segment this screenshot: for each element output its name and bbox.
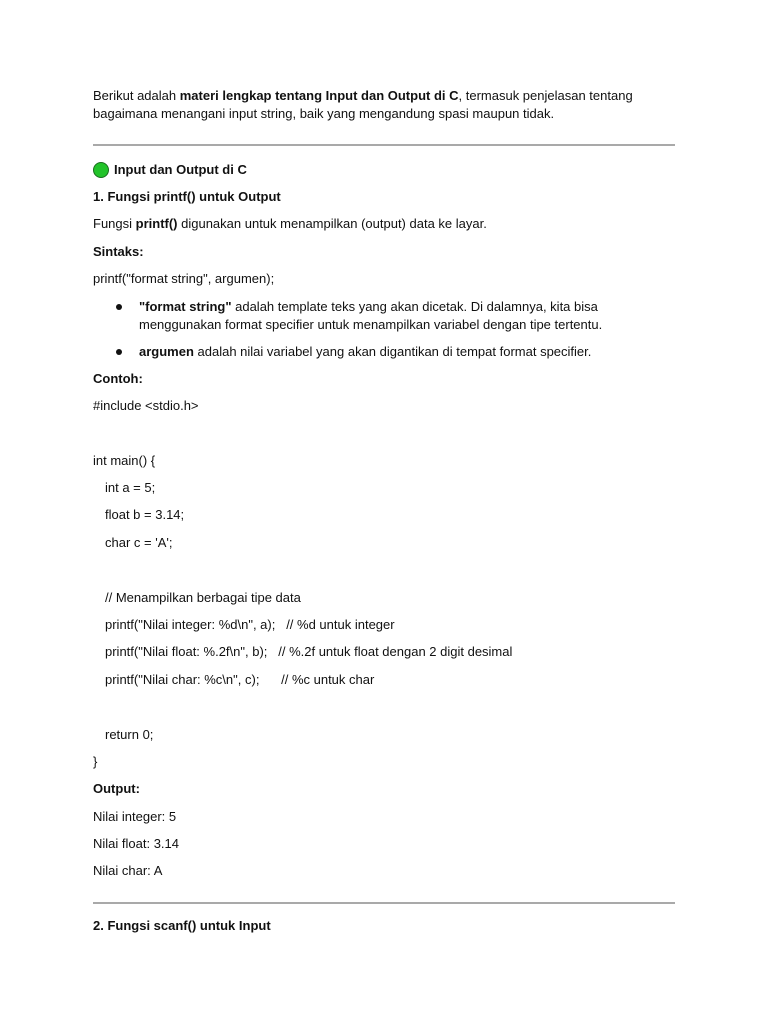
code-line-char: char c = 'A';: [105, 535, 173, 550]
contoh-label: Contoh:: [93, 371, 143, 386]
code-line-main-open: int main() {: [93, 453, 156, 468]
printf-desc-suffix: digunakan untuk menampilkan (output) data ke layar.: [177, 216, 487, 231]
output-label: Output:: [93, 781, 140, 796]
scanf-heading: 2. Fungsi scanf() untuk Input: [93, 918, 271, 933]
divider: [93, 902, 675, 904]
code-line-include: #include <stdio.h>: [93, 398, 199, 413]
code-line-comment: // Menampilkan berbagai tipe data: [105, 590, 301, 605]
code-line-int: int a = 5;: [105, 480, 156, 495]
code-line-return: return 0;: [105, 727, 154, 742]
intro-paragraph: [93, 87, 683, 123]
bullet-dot: [116, 349, 122, 355]
section-title: [93, 161, 247, 179]
code-line-main-close: }: [93, 754, 98, 769]
code-line-printf-char: printf("Nilai char: %c\n", c); // %c untuk char: [105, 672, 375, 687]
printf-desc-bold: printf(): [135, 216, 178, 231]
sintaks-label: Sintaks:: [93, 244, 144, 259]
code-line-float: float b = 3.14;: [105, 507, 185, 522]
green-circle-icon: [93, 162, 109, 178]
printf-description: [93, 215, 487, 233]
intro-suffix: , termasuk penjelasan tentang bagaimana menangani input string, baik yang mengandung spasi maupun tidak.: [93, 88, 633, 121]
intro-prefix: Berikut adalah: [93, 88, 180, 103]
printf-heading: 1. Fungsi printf() untuk Output: [93, 189, 281, 204]
code-line-printf-float: printf("Nilai float: %.2f\n", b); // %.2f untuk float dengan 2 digit desimal: [105, 644, 513, 659]
code-line-printf-int: printf("Nilai integer: %d\n", a); // %d untuk integer: [105, 617, 395, 632]
output-line: Nilai integer: 5: [93, 809, 177, 824]
bullet-dot: [116, 304, 122, 310]
bullet-format-string: [139, 298, 679, 334]
bullet-argumen: [139, 343, 679, 361]
bullet-argumen-bold: argumen: [139, 344, 194, 359]
bullet-format-string-bold: "format string": [139, 299, 232, 314]
bullet-format-string-text: adalah template teks yang akan dicetak. Di dalamnya, kita bisa menggunakan format specifier untuk menampilkan variabel dengan tipe tertentu.: [139, 299, 603, 332]
bullet-argumen-text: adalah nilai variabel yang akan digantikan di tempat format specifier.: [193, 344, 592, 359]
intro-bold: materi lengkap tentang Input dan Output di C: [179, 88, 459, 103]
output-line: Nilai char: A: [93, 863, 163, 878]
output-line: Nilai float: 3.14: [93, 836, 179, 851]
divider: [93, 144, 675, 146]
section-title-text: Input dan Output di C: [114, 162, 247, 177]
sintaks-code: printf("format string", argumen);: [93, 271, 275, 286]
printf-desc-prefix: Fungsi: [93, 216, 136, 231]
